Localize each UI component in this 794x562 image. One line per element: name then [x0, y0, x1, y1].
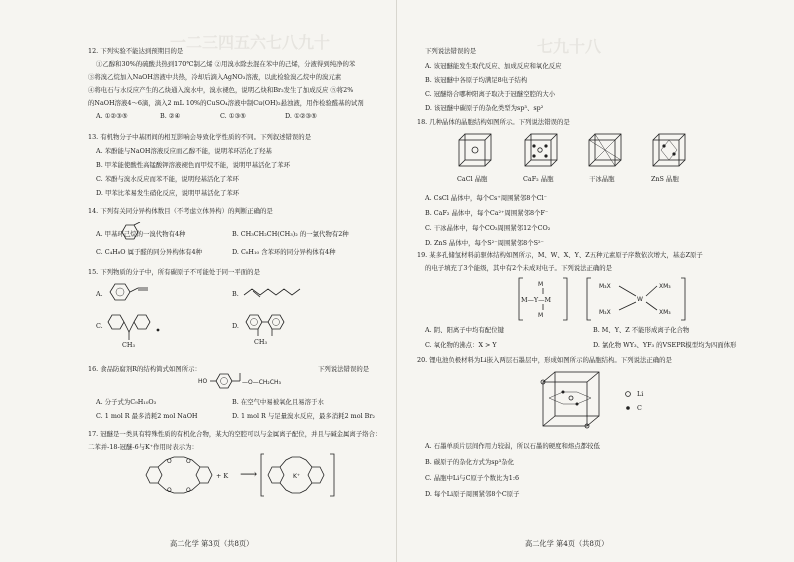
- q12-item: 的NaOH溶液4～6滴，滴入2 mL 10%的CuSO₄溶液中制Cu(OH)₂悬浊液，用作检验醛基的试剂: [88, 99, 364, 107]
- q14-stem: 14. 下列有关同分异构体数目（不考虑立体异构）的判断正确的是: [88, 207, 273, 215]
- q12-option-b: B. ②④: [160, 112, 181, 120]
- q17-line2: 二苯并-18-冠醚-6与K⁺作用时表示为：: [88, 443, 198, 451]
- q17-tail-stem: 下列说法错误的是: [425, 47, 477, 55]
- preservative-r-structure: [198, 368, 318, 394]
- q16-option-d: D. 1 mol R 与足量溴水反应，最多消耗2 mol Br₂: [232, 412, 375, 420]
- q12-item: ④将电石与水反应产生的乙炔通入溴水中，溴水褪色，说明乙炔和Br₂发生了加成反应 ⑤将2%: [88, 86, 354, 94]
- bleed-through-text: 一二三四五六七八九十: [170, 33, 331, 52]
- q18-option-b: B. CaF₂ 晶体中，每个Ca²⁺周围紧邻8个F⁻: [425, 209, 549, 217]
- q20-option-b: B. 碳原子的杂化方式为sp³杂化: [425, 458, 514, 466]
- styrene-structure: [106, 280, 156, 304]
- q20-legend-markers: [623, 388, 635, 416]
- q12-item: ③将溴乙烷加入NaOH溶液中共热，冷却后滴入AgNO₃溶液，以此检验溴乙烷中的溴元素: [88, 73, 342, 81]
- q15-d-methyl: CH₃: [254, 338, 268, 346]
- q19-line2: 的电子填充了3个能级，其中有2个未成对电子。下列说法正确的是: [425, 264, 613, 272]
- q20-legend-c: C: [637, 404, 642, 412]
- svg-text:O: O: [167, 487, 172, 494]
- q15-label-a: A.: [96, 290, 103, 298]
- q15-stem: 15. 下列物质的分子中，所有碳原子不可能处于同一平面的是: [88, 268, 260, 276]
- crown-ether-k-complex-structure: [260, 450, 340, 500]
- right-page: [397, 0, 794, 562]
- q19-stem: 19. 某多孔储氢材料前驱体结构如图所示，M、W、X、Y、Z五种元素原子序数依次增大，基态Z原子: [417, 251, 703, 259]
- crystal-cells-figure: [453, 130, 713, 174]
- q17-option-c: C. 冠醚络合哪种阳离子取决于冠醚空腔的大小: [425, 90, 556, 98]
- caf2-cell: [525, 134, 557, 166]
- q12-stem: 12. 下列实验不能达到预期目的是: [88, 47, 184, 55]
- q20-option-a: A. 石墨单质片层间作用力较弱，所以石墨的硬度和熔点都较低: [425, 442, 600, 450]
- q18-stem: 18. 几种晶体的晶胞结构如图所示。下列说法错误的是: [417, 118, 570, 126]
- svg-text:M: M: [538, 281, 544, 288]
- svg-text:XM₃: XM₃: [659, 309, 671, 316]
- q20-option-d: D. 每个Li原子周围紧邻8个C原子: [425, 490, 520, 498]
- q14-option-c: C. C₄H₈O 属于醛的同分异构体有4种: [96, 248, 202, 256]
- c-legend-marker: [626, 406, 630, 410]
- svg-text:O: O: [186, 458, 191, 465]
- q15-label-b: B.: [232, 290, 239, 298]
- q18-option-a: A. CsCl 晶体中，每个Cs⁺周围紧邻8个Cl⁻: [425, 194, 548, 202]
- q19-option-a: A. 阴、阳离子中均有配位键: [425, 326, 504, 334]
- dry-ice-cell: [589, 134, 621, 166]
- q13-option-c: C. 苯酚与溴水反应而苯不能，说明羟基活化了苯环: [96, 175, 239, 183]
- q15-label-d: D.: [232, 322, 239, 330]
- left-page-footer: 高二化学 第3页（共8页）: [170, 539, 254, 548]
- q14-option-d: D. C₈H₁₀ 含苯环的同分异构体有4种: [232, 248, 336, 256]
- q18-cell-label-zns: ZnS 晶胞: [651, 175, 679, 183]
- q20-stem: 20. 锂电池负极材料为Li嵌入两层石墨层中，形成如图所示的晶胞结构。下列说法正确的是: [417, 356, 672, 364]
- q18-cell-label-caf2: CaF₂ 晶胞: [523, 175, 554, 183]
- q12-option-a: A. ①②③⑤: [96, 112, 128, 120]
- svg-text:XM₃: XM₃: [659, 283, 671, 290]
- svg-text:O: O: [167, 458, 172, 465]
- q12-option-d: D. ①②③⑤: [285, 112, 317, 120]
- q18-cell-label-cscl: CaCl 晶胞: [457, 175, 488, 183]
- q16-option-a: A. 分子式为C₉H₁₀O₃: [96, 398, 157, 406]
- svg-text:M₃X: M₃X: [599, 283, 611, 290]
- q12-item: ①乙醇和30%的硫酸共热到170℃制乙烯 ②用溴水除去混在苯中的己烯，分液得到纯净的苯: [96, 60, 356, 68]
- q17-option-d: D. 该冠醚中碳原子的杂化类型为sp³、sp²: [425, 104, 544, 112]
- svg-text:M₃X: M₃X: [599, 309, 611, 316]
- q20-legend-li: Li: [637, 390, 644, 398]
- q14-option-a: A. 甲基环己烷的一溴代物有4种: [96, 230, 186, 238]
- q20-option-c: C. 晶胞中Li与C原子个数比为1:6: [425, 474, 520, 482]
- q16-option-c: C. 1 mol R 最多消耗2 mol NaOH: [96, 412, 198, 420]
- zns-cell: [653, 134, 685, 166]
- q13-option-a: A. 苯酚能与NaOH溶液反应而乙醇不能，说明苯环活化了羟基: [96, 147, 272, 155]
- svg-text:K⁺: K⁺: [293, 473, 301, 480]
- q17-arrow: ⟶: [240, 467, 258, 481]
- q19-option-d: D. 氯化物 WY₃、YF₃ 的VSEPR模型均为四面体形: [593, 341, 737, 349]
- q19-option-b: B. M、Y、Z 不能形成离子化合物: [593, 326, 690, 334]
- q17-option-b: B. 该冠醚中各原子均满足8电子结构: [425, 76, 528, 84]
- q17-stem: 17. 冠醚是一类具有特殊性质的有机化合物，某大的空腔可以与金属离子配位，并且与碱金属离子络合：: [88, 430, 382, 438]
- q12-option-c: C. ①③⑤: [220, 112, 246, 120]
- svg-text:—O—CH₂CH₃: —O—CH₂CH₃: [242, 379, 281, 386]
- q14-option-b: B. CH₃CH₂CH(CH₃)₂ 的一氯代物有2种: [232, 230, 349, 238]
- dimethylbiphenyl-structure: [242, 308, 302, 342]
- q16-option-b: B. 在空气中易被氧化且易溶于水: [232, 398, 324, 406]
- svg-text:M: M: [538, 312, 544, 319]
- q17-option-a: A. 该冠醚能发生取代反应、加成反应和氧化反应: [425, 62, 562, 70]
- q19-struct-cation: M—Y—M: [521, 296, 552, 304]
- q19-option-c: C. 氧化物的沸点：X > Y: [425, 341, 497, 349]
- svg-text:W: W: [637, 296, 643, 303]
- q13-option-b: B. 甲苯能使酸性高锰酸钾溶液褪色而甲烷不能，说明甲基活化了苯环: [96, 161, 291, 169]
- q15-label-c: C.: [96, 322, 103, 330]
- q15-c-methyl: CH₃: [122, 341, 136, 349]
- q16-stem: 16. 食品防腐剂R的结构简式如图所示：: [88, 365, 201, 373]
- q18-option-c: C. 干冰晶体中，每个CO₂周围紧邻12个CO₂: [425, 224, 551, 232]
- lithium-graphite-cell: [533, 368, 613, 436]
- right-page-footer: 高二化学 第4页（共8页）: [525, 539, 609, 548]
- li-legend-marker: [626, 392, 631, 397]
- q16-stem-tail: 下列说法错误的是: [318, 365, 370, 373]
- q18-cell-label-dry-ice: 干冰晶胞: [589, 175, 615, 183]
- cscl-cell: [459, 134, 491, 166]
- q13-stem: 13. 有机物分子中基团间的相互影响会导致化学性质的不同。下列叙述错误的是: [88, 133, 312, 141]
- q13-option-d: D. 甲苯比苯易发生硝化反应，说明甲基活化了苯环: [96, 189, 240, 197]
- svg-text:HO: HO: [198, 378, 208, 385]
- q17-plus-k: + K: [216, 472, 229, 480]
- methylcyclohexane-structure: [118, 222, 144, 242]
- svg-text:O: O: [186, 487, 191, 494]
- bleed-through-text: 七九十八: [537, 37, 602, 56]
- alkene-chain-structure: [242, 283, 312, 301]
- q18-option-d: D. ZnS 晶体中，每个S²⁻周围紧邻8个S²⁻: [425, 239, 544, 247]
